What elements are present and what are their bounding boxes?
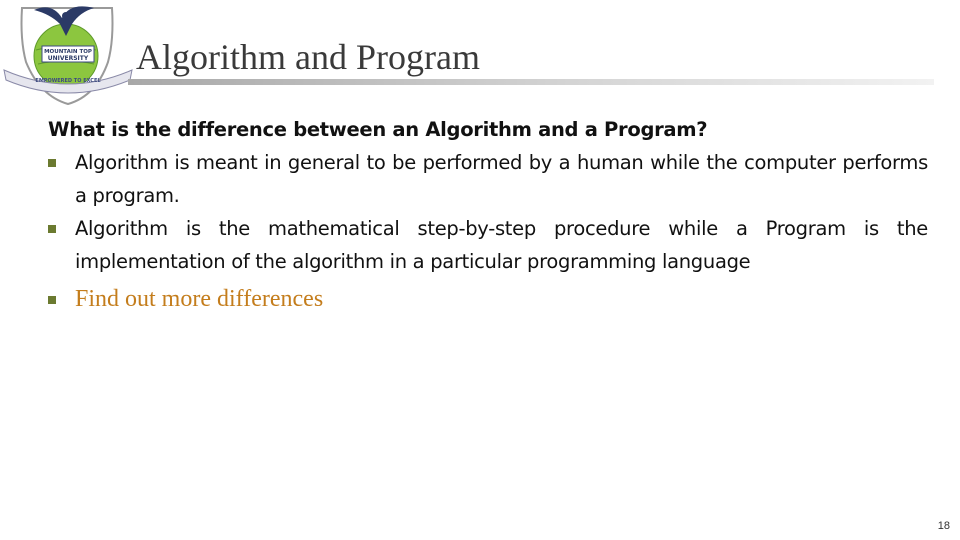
university-crest-icon bbox=[0, 0, 140, 110]
slide-body bbox=[48, 113, 928, 319]
page-number: 18 bbox=[937, 520, 950, 532]
logo-line1: MOUNTAIN TOP bbox=[44, 49, 92, 55]
bullet-item bbox=[48, 146, 928, 212]
bullet-text: Algorithm is the mathematical step-by-step procedure while a Program is the implementation of the algorithm in a particular programming language bbox=[75, 217, 928, 273]
title-divider bbox=[128, 79, 934, 85]
logo-line2: UNIVERSITY bbox=[47, 55, 89, 62]
square-bullet-icon bbox=[48, 159, 56, 167]
bullet-item-link[interactable] bbox=[48, 279, 928, 319]
logo-motto: EMPOWERED TO EXCEL bbox=[35, 78, 101, 84]
bullet-item bbox=[48, 212, 928, 278]
question-heading: What is the difference between an Algorithm and a Program? bbox=[48, 118, 708, 141]
find-more-link[interactable]: Find out more differences bbox=[75, 286, 324, 312]
slide-title: Algorithm and Program bbox=[136, 37, 480, 77]
university-logo bbox=[0, 0, 140, 110]
bullet-text: Algorithm is meant in general to be performed by a human while the computer performs a program. bbox=[75, 151, 928, 207]
square-bullet-icon bbox=[48, 296, 56, 304]
square-bullet-icon bbox=[48, 225, 56, 233]
